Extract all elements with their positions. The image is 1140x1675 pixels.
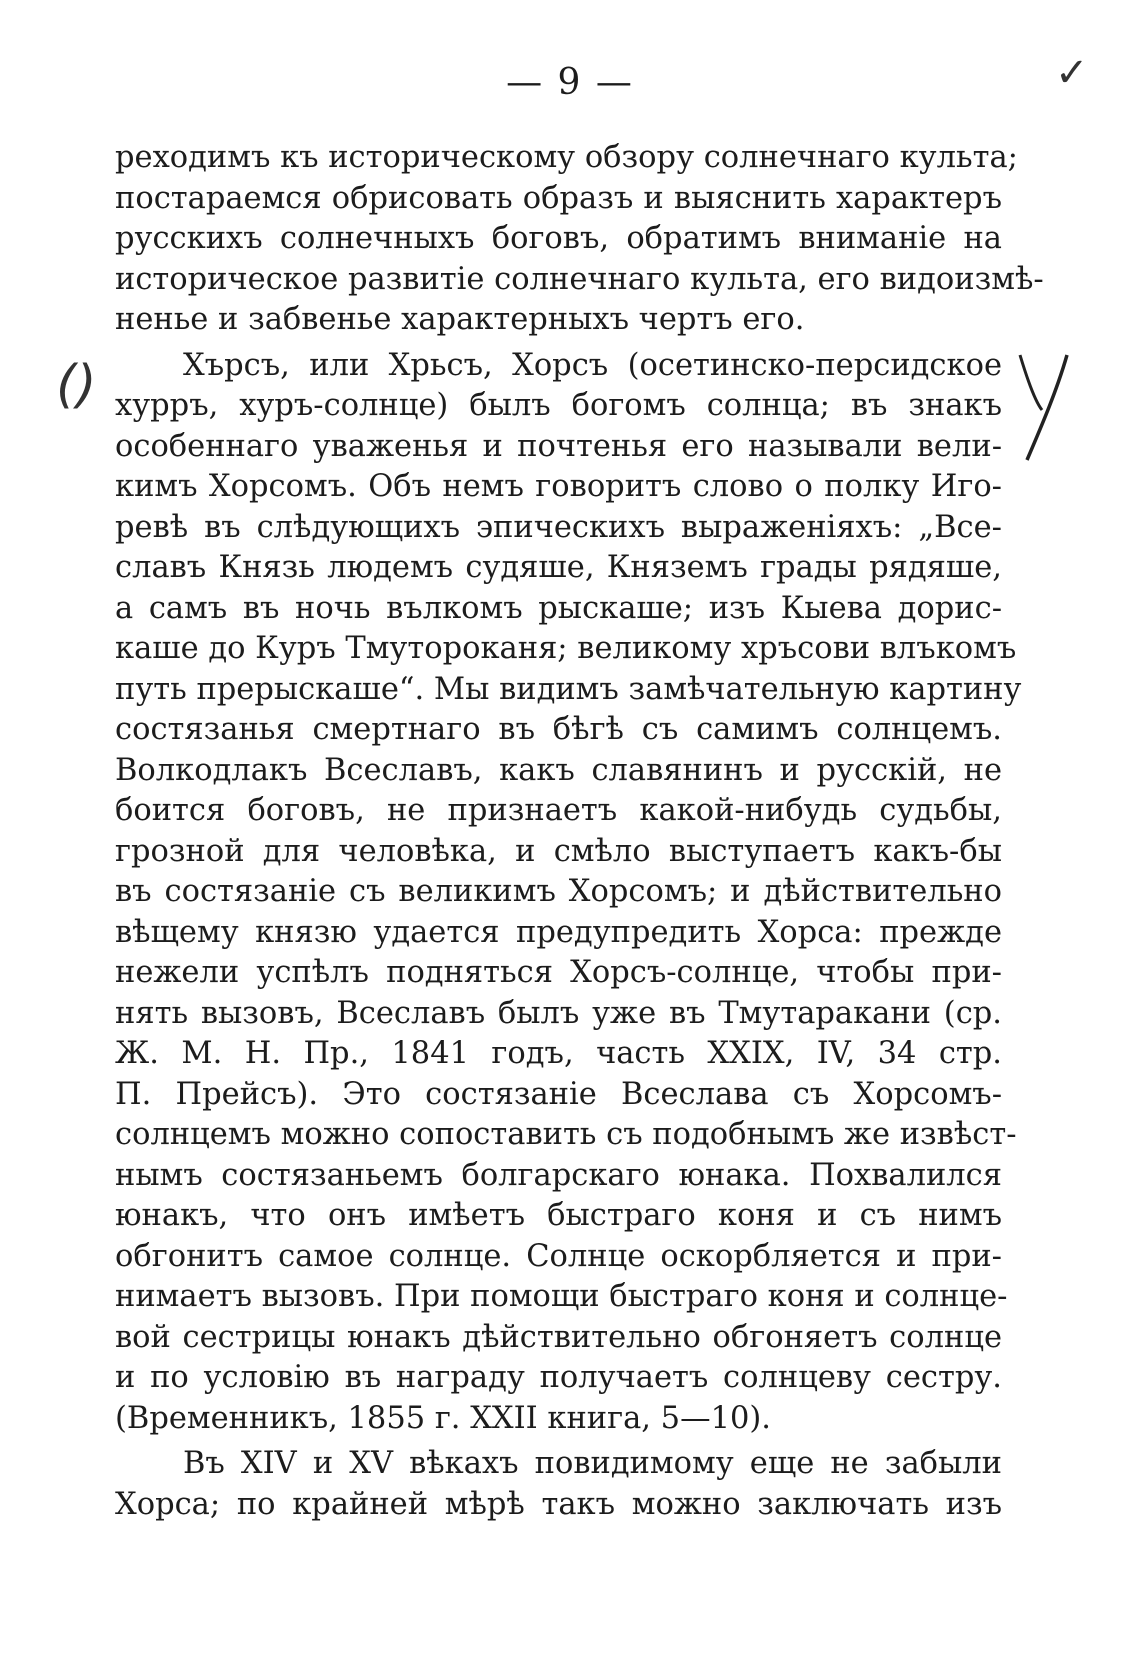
text-line: нежели успѣлъ подняться Хорсъ-солнце, чтобы при- <box>115 955 1002 990</box>
margin-check-mark: ✓ <box>1055 50 1089 96</box>
text-line: а самъ въ ночь вълкомъ рыскаше; изъ Кыева дорис- <box>115 590 1002 626</box>
text-line: боится боговъ, не признаетъ какой-нибудь судьбы, <box>115 793 1002 828</box>
text-line: и по условію въ награду получаетъ солнцеву сестру. <box>115 1360 1002 1395</box>
text-line: Ж. М. Н. Пр., 1841 годъ, часть XXIX, IV, 34 стр. <box>115 1036 1002 1071</box>
text-line: нять вызовъ, Всеславъ былъ уже въ Тмутаракани (ср. <box>115 995 1002 1031</box>
text-line: ненье и забвенье характерныхъ чертъ его. <box>115 302 805 337</box>
text-line: П. Прейсъ). Это состязаніе Всеслава съ Хорсомъ- <box>115 1076 1002 1112</box>
text-line: солнцемъ можно сопоставить съ подобнымъ же извѣст- <box>115 1117 1017 1152</box>
text-line: историческое развитіе солнечнаго культа, его видоизмѣ- <box>115 261 1044 297</box>
text-line: каше до Куръ Тмутороканя; великому хръсови влъкомъ <box>115 631 1017 666</box>
text-line: особеннаго уваженья и почтенья его называли вели- <box>115 428 1002 464</box>
text-line: Волкодлакъ Всеславъ, какъ славянинъ и русскій, не <box>115 752 1002 788</box>
text-line: въ состязаніе съ великимъ Хорсомъ; и дѣйствительно <box>115 874 1002 909</box>
page-number: — 9 — <box>506 62 634 103</box>
text-line: нымъ состязаньемъ болгарскаго юнака. Похвалился <box>115 1157 1002 1193</box>
text-line: (Временникъ, 1855 г. XXII книга, 5—10). <box>115 1400 771 1436</box>
text-line: славъ Князь людемъ судяше, Княземъ грады рядяше, <box>115 550 1002 585</box>
text-line: ревѣ въ слѣдующихъ эпическихъ выраженіяхъ: „Все- <box>115 509 1002 545</box>
text-line: кимъ Хорсомъ. Объ немъ говоритъ слово о полку Иго- <box>115 469 1002 504</box>
text-line: вой сестрицы юнакъ дѣйствительно обгоняетъ солнце <box>115 1319 1002 1355</box>
margin-bracket-mark: () <box>56 355 97 415</box>
text-line: реходимъ къ историческому обзору солнечнаго культа; <box>115 140 1018 175</box>
text-line: Хърсъ, или Хрьсъ, Хорсъ (осетинско-персидское <box>183 347 1002 383</box>
text-line: состязанья смертнаго въ бѣгѣ съ самимъ солнцемъ. <box>115 712 1002 747</box>
text-line: путь прерыскаше“. Мы видимъ замѣчательную картину <box>115 671 1022 707</box>
text-line: вѣщему князю удается предупредить Хорса: прежде <box>115 914 1002 950</box>
body-text <box>115 138 1044 1525</box>
text-line: Хорса; по крайней мѣрѣ такъ можно заключать изъ <box>115 1486 1002 1522</box>
margin-check-stroke-icon <box>1012 350 1072 470</box>
text-line: юнакъ, что онъ имѣетъ быстраго коня и съ нимъ <box>115 1198 1002 1233</box>
text-line: грозной для человѣка, и смѣло выступаетъ какъ-бы <box>115 833 1002 869</box>
text-line: Въ XIV и XV вѣкахъ повидимому еще не забыли <box>183 1446 1002 1481</box>
text-line: постараемся обрисовать образъ и выяснить характеръ <box>115 180 1002 216</box>
text-line: нимаетъ вызовъ. При помощи быстраго коня и солнце- <box>115 1279 1008 1314</box>
text-line: хурръ, хуръ-солнце) былъ богомъ солнца; въ знакъ <box>115 388 1002 423</box>
text-line: обгонитъ самое солнце. Солнце оскорбляется и при- <box>115 1238 1002 1274</box>
text-line: русскихъ солнечныхъ боговъ, обратимъ вниманіе на <box>115 221 1002 256</box>
